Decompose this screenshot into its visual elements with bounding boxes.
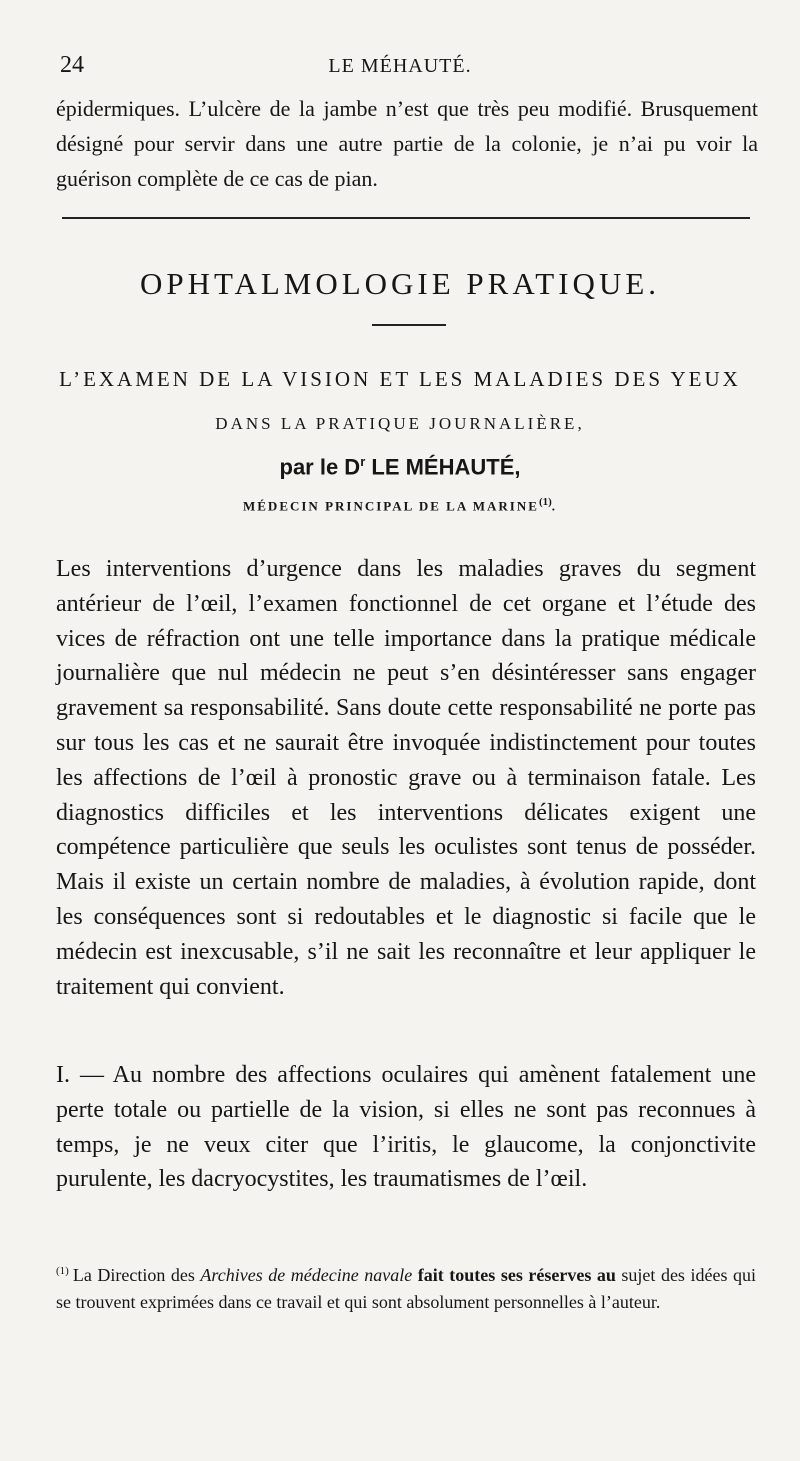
- footnote-reference: (1): [538, 496, 552, 508]
- affiliation-end: .: [551, 498, 558, 514]
- section-divider: [62, 217, 750, 219]
- page-number: 24: [60, 52, 84, 78]
- footnote-bold-text: fait toutes ses réserves au: [412, 1265, 616, 1285]
- author-name: LE MÉHAUTÉ,: [365, 454, 521, 480]
- body-paragraph-1: Les interventions d’urgence dans les maladies graves du segment antérieur de l’œil, l’examen fonctionnel de cet organe et l’étude des vices de réfraction ont une telle importance dans la pratique médicale journalière que nul médecin ne peut s’en désintéresser sans engager gravement sa responsabilité. Sans doute cette responsabilité ne porte pas sur tous les cas et ne saurait être invoquée indistinctement pour toutes les affections de l’œil à pronostic grave ou à terminaison fatale. Les diagnostics difficiles et les interventions délicates exigent une compétence particulière que seuls les oculistes sont tenus de posséder. Mais il existe un certain nombre de maladies, à évolution rapide, dont les conséquences sont si redoutables et le diagnostic si facile que le médecin est inexcusable, s’il ne sait les reconnaître et leur appliquer le traitement qui convient.: [56, 556, 756, 1000]
- page-header: [60, 52, 740, 84]
- byline-prefix: par le D: [279, 454, 361, 480]
- footnote: [56, 1258, 756, 1316]
- title-underline: [372, 324, 446, 326]
- footnote-text-before: La Direction des: [72, 1265, 201, 1285]
- body-paragraph-2: I. — Au nombre des affections oculaires qui amènent fatalement une perte totale ou partielle de la vision, si elles ne sont pas reconnues à temps, je ne veux citer que l’iritis, le glaucome, la conjonctivite purulente, les dacryocystites, les traumatismes de l’œil.: [56, 1062, 756, 1193]
- article-title-line-2: DANS LA PRATIQUE JOURNALIÈRE,: [215, 414, 585, 433]
- author-byline: [0, 454, 800, 480]
- running-head: LE MÉHAUTÉ.: [328, 55, 472, 77]
- footnote-journal-title: Archives de médecine navale: [200, 1265, 413, 1285]
- affiliation-text: MÉDECIN PRINCIPAL DE LA MARINE: [242, 498, 539, 514]
- section-title: OPHTALMOLOGIE PRATIQUE.: [139, 266, 661, 301]
- footnote-mark: (1): [56, 1265, 69, 1277]
- author-affiliation: [0, 496, 800, 514]
- article-title-line-1: L’EXAMEN DE LA VISION ET LES MALADIES DES YEUX: [59, 367, 741, 391]
- footnote-text-after: sujet des idées qui se trouvent exprimées dans ce travail et qui sont absolument personnelles à l’auteur.: [56, 1265, 756, 1312]
- intro-paragraph: épidermiques. L’ulcère de la jambe n’est que très peu modifié. Brusquement désigné pour servir dans une autre partie de la colonie, je n’ai pu voir la guérison complète de ce cas de pian.: [56, 96, 758, 191]
- byline-superscript: r: [360, 454, 366, 469]
